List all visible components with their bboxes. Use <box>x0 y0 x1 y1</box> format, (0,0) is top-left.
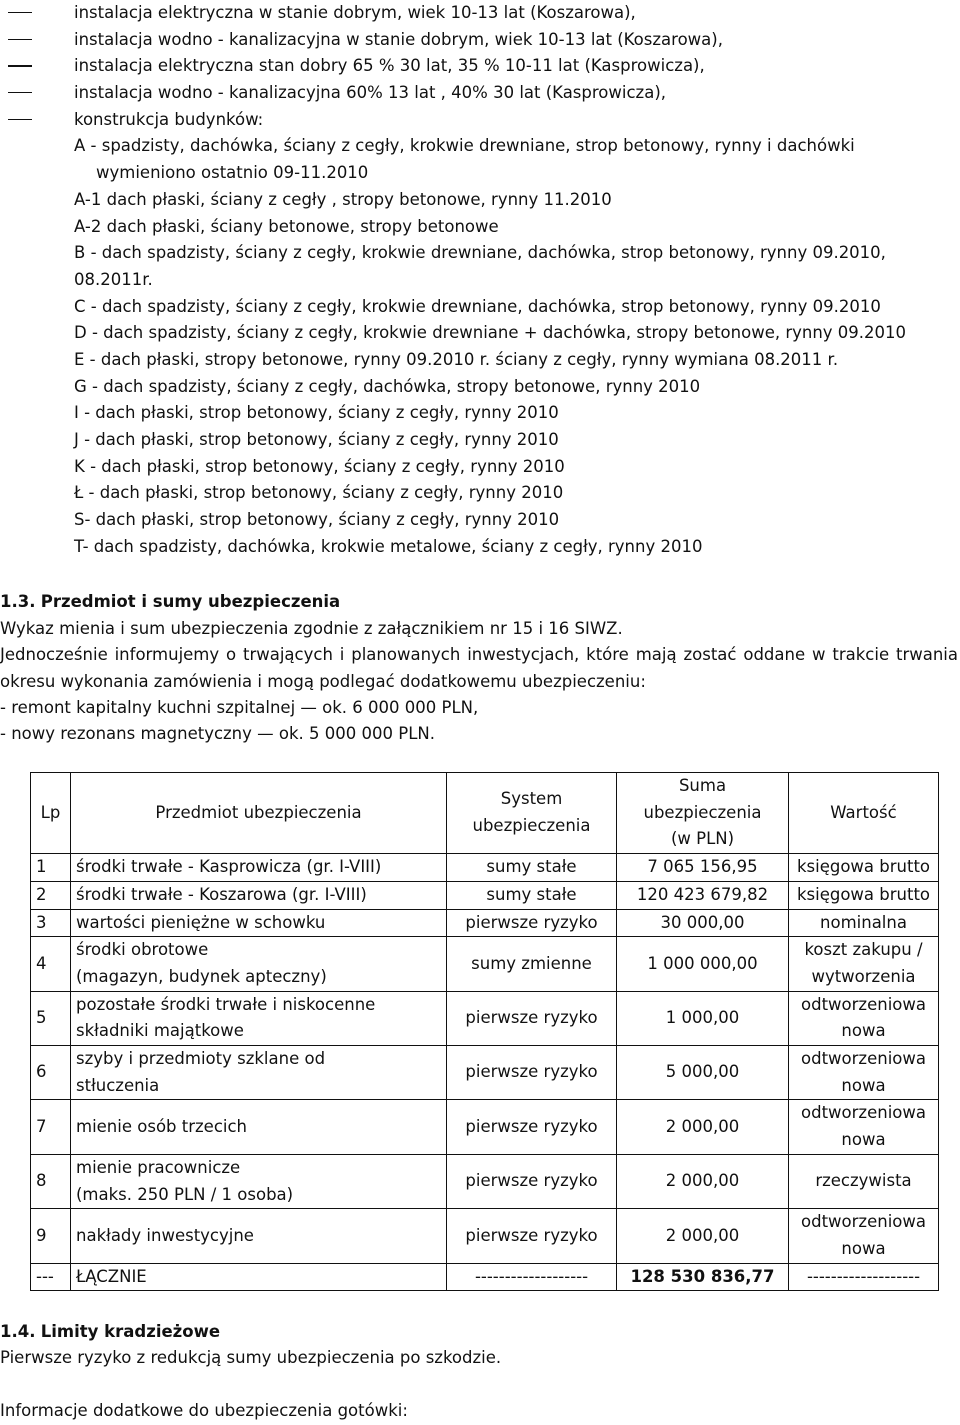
header-lp: Lp <box>31 773 71 854</box>
section-1-4-line: Informacje dodatkowe do ubezpieczenia gotówki: <box>0 1401 408 1420</box>
table-row: 6 szyby i przedmioty szklane od stłuczenia pierwsze ryzyko 5 000,00 odtworzeniowa nowa <box>31 1046 939 1100</box>
section-1-4-line: Pierwsze ryzyko z redukcją sumy ubezpieczenia po szkodzie. <box>0 1348 502 1367</box>
dash-bullet-icon <box>8 65 32 66</box>
building-line: C - dach spadzisty, ściany z cegły, krokwie drewniane, dachówka, strop betonowy, rynny 09.2010 <box>74 296 881 316</box>
dash-bullet-icon <box>8 92 32 93</box>
insurance-table <box>30 772 939 1291</box>
dash-bullet-icon <box>8 12 32 13</box>
dash-bullet-icon <box>8 39 32 40</box>
table-total-row: --- ŁĄCZNIE ------------------- 128 530 836,77 ------------------- <box>31 1263 939 1291</box>
building-line: 08.2011r. <box>74 269 153 289</box>
table-row: 3 wartości pieniężne w schowku pierwsze ryzyko 30 000,00 nominalna <box>31 909 939 937</box>
bullet-item: instalacja elektryczna stan dobry 65 % 30 lat, 35 % 10-11 lat (Kasprowicza), <box>0 53 958 80</box>
bullet-item: instalacja wodno - kanalizacyjna w stanie dobrym, wiek 10-13 lat (Koszarowa), <box>0 27 958 54</box>
investments-paragraph: Jednocześnie informujemy o trwających i planowanych inwestycjach, które mają zostać oddane w trakcie trwania okresu wykonania zamówienia i mogą podlegać dodatkowemu ubezpieczeniu: <box>0 645 958 691</box>
header-system: System ubezpieczenia <box>447 773 617 854</box>
building-line: A - spadzisty, dachówka, ściany z cegły, krokwie drewniane, strop betonowy, rynny i dachówki <box>74 136 855 156</box>
dash-bullet-icon <box>8 119 32 120</box>
building-line: G - dach spadzisty, ściany z cegły, dachówka, stropy betonowe, rynny 2010 <box>74 376 701 396</box>
bullet-item: konstrukcja budynków: <box>0 107 958 134</box>
building-line: D - dach spadzisty, ściany z cegły, krokwie drewniane + dachówka, stropy betonowe, rynny 09.2010 <box>74 323 907 343</box>
section-1-4-heading: 1.4. Limity kradzieżowe <box>0 1322 221 1341</box>
building-line: B - dach spadzisty, ściany z cegły, krokwie drewniane, dachówka, strop betonowy, rynny 09.2010, <box>74 243 886 263</box>
building-line: A-2 dach płaski, ściany betonowe, stropy betonowe <box>74 216 499 236</box>
building-line: Ł - dach płaski, strop betonowy, ściany z cegły, rynny 2010 <box>74 483 564 503</box>
table-row: 9 nakłady inwestycyjne pierwsze ryzyko 2 000,00 odtworzeniowa nowa <box>31 1209 939 1263</box>
investment-item: - remont kapitalny kuchni szpitalnej — ok. 6 000 000 PLN, <box>0 698 479 717</box>
table-row: 8 mienie pracownicze (maks. 250 PLN / 1 osoba) pierwsze ryzyko 2 000,00 rzeczywista <box>31 1154 939 1208</box>
building-line: T- dach spadzisty, dachówka, krokwie metalowe, ściany z cegły, rynny 2010 <box>74 536 703 556</box>
section-1-3-line: Wykaz mienia i sum ubezpieczenia zgodnie z załącznikiem nr 15 i 16 SIWZ. <box>0 619 623 638</box>
building-line: E - dach płaski, stropy betonowe, rynny 09.2010 r. ściany z cegły, rynny wymiana 08.2011 r. <box>74 349 839 369</box>
header-sum: Suma ubezpieczenia (w PLN) <box>617 773 789 854</box>
table-row: 5 pozostałe środki trwałe i niskocenne składniki majątkowe pierwsze ryzyko 1 000,00 odtworzeniowa nowa <box>31 991 939 1045</box>
table-row: 4 środki obrotowe (magazyn, budynek apteczny) sumy zmienne 1 000 000,00 koszt zakupu / wytworzenia <box>31 937 939 991</box>
header-subject: Przedmiot ubezpieczenia <box>71 773 447 854</box>
table-row: 1 środki trwałe - Kasprowicza (gr. I-VIII) sumy stałe 7 065 156,95 księgowa brutto <box>31 854 939 882</box>
bullet-item: instalacja elektryczna w stanie dobrym, wiek 10-13 lat (Koszarowa), <box>0 0 958 27</box>
building-line: S- dach płaski, strop betonowy, ściany z cegły, rynny 2010 <box>74 510 560 530</box>
investment-item: - nowy rezonans magnetyczny — ok. 5 000 000 PLN. <box>0 724 435 743</box>
section-1-3-heading: 1.3. Przedmiot i sumy ubezpieczenia <box>0 592 341 611</box>
building-line: A-1 dach płaski, ściany z cegły , stropy betonowe, rynny 11.2010 <box>74 189 612 209</box>
table-row: 7 mienie osób trzecich pierwsze ryzyko 2 000,00 odtworzeniowa nowa <box>31 1100 939 1154</box>
bullet-item: instalacja wodno - kanalizacyjna 60% 13 lat , 40% 30 lat (Kasprowicza), <box>0 80 958 107</box>
building-line: I - dach płaski, strop betonowy, ściany z cegły, rynny 2010 <box>74 403 559 423</box>
table-row: 2 środki trwałe - Koszarowa (gr. I-VIII) sumy stałe 120 423 679,82 księgowa brutto <box>31 881 939 909</box>
building-line: K - dach płaski, strop betonowy, ściany z cegły, rynny 2010 <box>74 456 565 476</box>
table-header-row <box>31 773 939 854</box>
property-description <box>0 0 958 560</box>
header-value: Wartość <box>789 773 939 854</box>
building-line: J - dach płaski, strop betonowy, ściany z cegły, rynny 2010 <box>74 430 559 449</box>
building-line: wymieniono ostatnio 09-11.2010 <box>96 163 369 183</box>
